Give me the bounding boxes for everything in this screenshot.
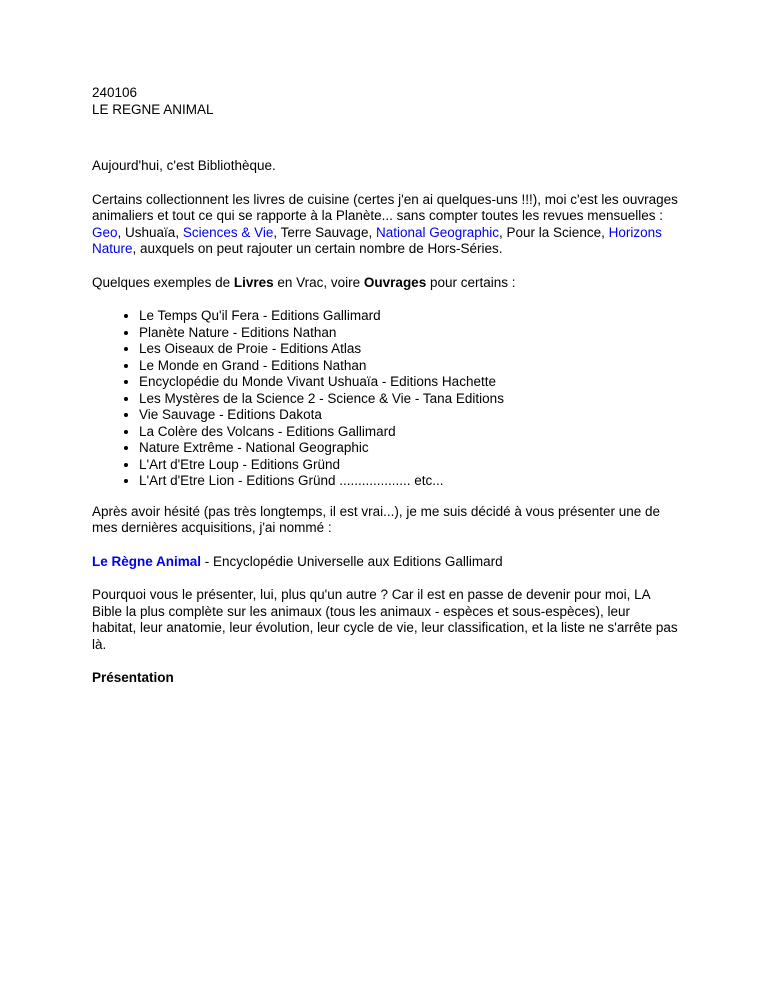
collection-text-5: , auxquels on peut rajouter un certain nombre de Hors-Séries.: [132, 241, 503, 256]
examples-bold-livres: Livres: [233, 274, 274, 290]
book-list-item: • Le Monde en Grand - Editions Nathan: [139, 358, 678, 375]
doc-id: 240106: [92, 85, 138, 100]
collection-text-4: , Pour la Science,: [499, 224, 609, 240]
hesitation-paragraph: Après avoir hésité (pas très longtemps, il est vrai...), je me suis décidé à vous présenter une de mes dernières acquisitions, j'ai nommé :: [92, 503, 661, 535]
collection-text-1: Certains collectionnent les livres de cuisine (certes j'en ai quelques-uns !!!), moi c'est les ouvrages animaliers et tout ce qui se rapporte à la Planète... sans compter toutes les revues mensuelles :: [92, 191, 678, 223]
section-heading-presentation: Présentation: [92, 670, 174, 685]
document-header: [92, 85, 678, 118]
doc-title: LE REGNE ANIMAL: [92, 101, 214, 117]
collection-paragraph: [92, 192, 678, 258]
book-list-item: • Le Temps Qu'il Fera - Editions Gallimard: [139, 308, 678, 325]
book-list-item: • Les Mystères de la Science 2 - Science & Vie - Tana Editions: [139, 391, 678, 408]
book-list: [92, 308, 678, 490]
book-list-item: • Planète Nature - Editions Nathan: [139, 325, 678, 342]
book-list-item: • Vie Sauvage - Editions Dakota: [139, 407, 678, 424]
book-list-item: • L'Art d'Etre Loup - Editions Gründ: [139, 457, 678, 474]
collection-text-2: , Ushuaïa,: [117, 224, 183, 240]
link-national-geographic[interactable]: National Geographic: [375, 224, 500, 240]
examples-text-2: en Vrac, voire: [273, 274, 364, 290]
collection-text-3: , Terre Sauvage,: [273, 224, 376, 240]
examples-bold-ouvrages: Ouvrages: [363, 274, 427, 290]
link-geo[interactable]: Geo: [92, 224, 118, 240]
featured-book-subtitle: - Encyclopédie Universelle aux Editions Gallimard: [201, 553, 503, 569]
intro-line: Aujourd'hui, c'est Bibliothèque.: [92, 158, 276, 173]
book-list-item: • Les Oiseaux de Proie - Editions Atlas: [139, 341, 678, 358]
examples-text-3: pour certains :: [426, 274, 516, 290]
link-sciences-et-vie[interactable]: Sciences & Vie: [182, 224, 274, 240]
book-list-item: • La Colère des Volcans - Editions Gallimard: [139, 424, 678, 441]
link-horizons-nature[interactable]: Horizons Nature: [92, 224, 662, 256]
link-le-regne-animal[interactable]: Le Règne Animal: [92, 553, 202, 569]
book-list-item: • L'Art d'Etre Lion - Editions Gründ ................... etc...: [139, 473, 678, 490]
book-list-item: • Nature Extrême - National Geographic: [139, 440, 678, 457]
why-paragraph: Pourquoi vous le présenter, lui, plus qu'un autre ? Car il est en passe de devenir pour moi, LA Bible la plus complète sur les animaux (tous les animaux - espèces et sous-espèces), leur habitat, leur anatomie, leur évolution, leur cycle de vie, leur classification, et la liste ne s'arrête pas là.: [92, 587, 678, 652]
examples-text-1: Quelques exemples de: [92, 274, 234, 290]
examples-line: [92, 275, 678, 292]
book-list-item: • Encyclopédie du Monde Vivant Ushuaïa - Editions Hachette: [139, 374, 678, 391]
featured-book-line: [92, 554, 678, 571]
